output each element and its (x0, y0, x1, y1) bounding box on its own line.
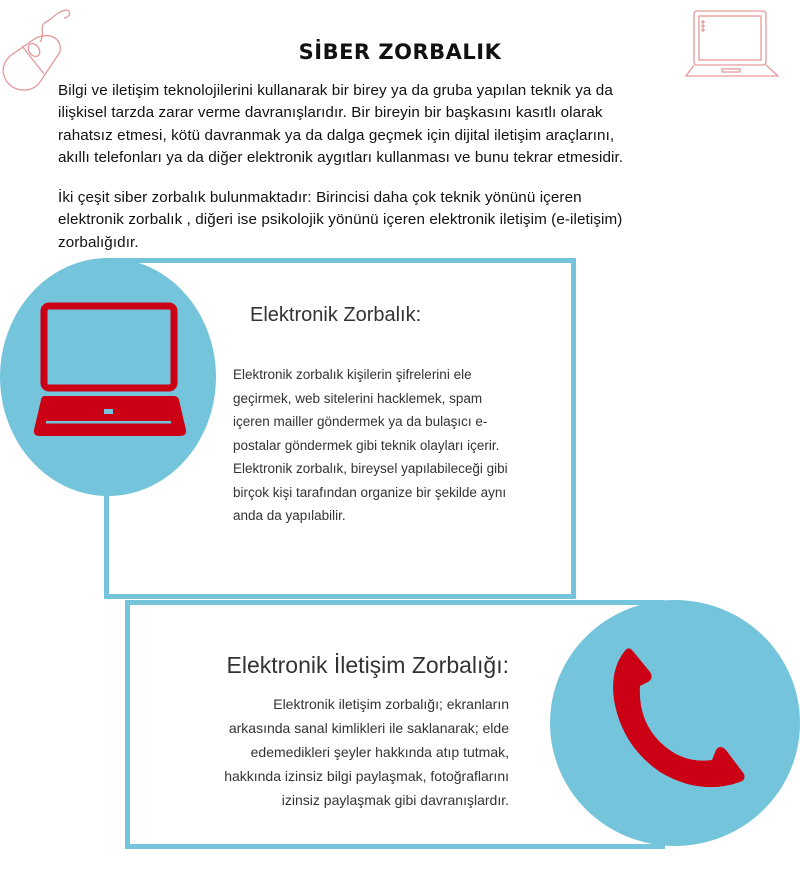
section-1-heading: Elektronik Zorbalık: (250, 304, 422, 326)
phone-circle (550, 600, 800, 846)
text-line: İki çeşit siber zorbalık bulunmaktadır: Birincisi daha çok teknik yönünü içeren (58, 189, 582, 206)
text-line: içeren mailler göndermek ya da bulaşıcı e- (233, 414, 488, 429)
text-line: zorbalığıdır. (58, 233, 139, 251)
text-line: ilişkisel tarzda zarar verme davranışlarıdır. Bir bireyin bir başkasını kasıtlı olarak (58, 104, 603, 122)
intro-paragraph-1 (58, 80, 778, 169)
text-line: rahatsız etmesi, kötü davranmak ya da dalga geçmek için dijital iletişim araçlarını, (58, 126, 615, 144)
laptop-circle (0, 258, 216, 496)
text-line: elektronik zorbalık , diğeri ise psikolojik yönünü içeren elektronik iletişim (e-iletişim) (58, 211, 623, 229)
text-line: geçirmek, web sitelerini hacklemek, spam (233, 390, 483, 406)
page-title: SİBER ZORBALIK (298, 40, 502, 64)
laptop-icon (0, 258, 216, 496)
text-line: akıllı telefonları ya da diğer elektronik aygıtları kullanması ve bunu tekrar etmesidir. (58, 148, 624, 166)
text-line: Bilgi ve iletişim teknolojilerini kullanarak bir birey ya da gruba yapılan teknik ya da (58, 82, 613, 99)
text-line: izinsiz paylaşmak gibi davranışlardır. (281, 792, 509, 808)
text-line: Elektronik zorbalık, bireysel yapılabileceği gibi (233, 461, 508, 476)
text-line: hakkında izinsiz bilgi paylaşmak, fotoğraflarını (224, 768, 509, 784)
text-line: anda da yapılabilir. (233, 508, 346, 523)
text-line: arkasında sanal kimlikleri ile saklanarak; elde (228, 720, 509, 736)
intro-paragraph-2 (58, 187, 778, 254)
text-line: birçok kişi tarafından organize bir şekilde aynı (233, 484, 507, 500)
text-line: Elektronik zorbalık kişilerin şifrelerini ele (233, 367, 472, 382)
section-2-body (224, 692, 509, 812)
section-1-body (233, 363, 508, 528)
text-line: Elektronik iletişim zorbalığı; ekranların (273, 696, 509, 712)
section-2-heading: Elektronik İletişim Zorbalığı: (226, 652, 509, 678)
phone-icon (550, 600, 800, 846)
text-line: postalar göndermek gibi teknik olayları içerir. (233, 437, 500, 453)
text-line: edemedikleri şeyler hakkında atıp tutmak, (250, 744, 509, 760)
